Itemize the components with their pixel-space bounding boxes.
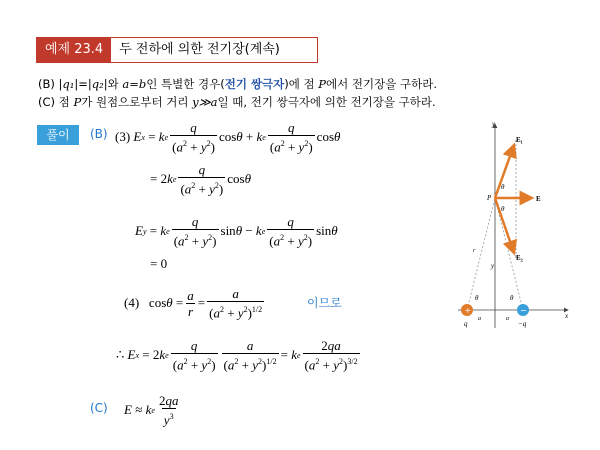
equation-far-field: E ≈ k e $\frac{2qa}{y^3}$ <box>124 393 179 428</box>
imeuro-text: 이므로 <box>307 296 342 310</box>
label-theta-lower: θ <box>501 205 505 213</box>
equation-ey-zero: = 0 <box>150 256 168 271</box>
part-b-label: (B) <box>90 127 108 141</box>
label-a-right: a <box>506 316 509 322</box>
a-equals-b: a=b <box>122 77 147 91</box>
point-p: P <box>73 95 82 109</box>
problem-c-text: 일 때, 전기 쌍극자에 의한 전기장을 구하라. <box>217 95 436 109</box>
label-q: q <box>464 320 468 328</box>
q2-symbol: q₂ <box>91 77 104 91</box>
label-e: E <box>536 195 541 203</box>
problem-b-text: |와 <box>103 77 123 91</box>
problem-b-text: 인 특별한 경우( <box>146 77 225 91</box>
point-p: P <box>318 77 327 91</box>
equation-ex-simplified: = 2 k e $\frac{q}{(a^2 + y^2)}$ cos θ <box>150 162 251 197</box>
step-4-label: (4) <box>124 295 140 311</box>
example-heading: 두 전하에 의한 전기장(계속) <box>111 38 317 62</box>
example-number: 예제 23.4 <box>37 38 111 62</box>
equation-ex: (3) E x = k e $\frac{q}{(a^2 + y^2)}$ cos θ + k e $\frac{q}{(a^2 + y^2)}$ cos θ <box>115 120 341 155</box>
dipole-highlight: 전기 쌍극자 <box>224 77 285 91</box>
dipole-diagram <box>438 118 570 330</box>
q1-symbol: q₁ <box>62 77 75 91</box>
label-theta-right: θ <box>510 294 514 302</box>
label-e1: E₁ <box>516 136 523 144</box>
problem-c-text: (C) 점 <box>38 95 74 109</box>
equation-ey: E y = k e $\frac{q}{(a^2 + y^2)}$ sin θ − k e $\frac{q}{(a^2 + y^2)}$ sin θ <box>135 214 338 249</box>
problem-b-text: 에서 전기장을 구하라. <box>326 77 437 91</box>
step-3-label: (3) <box>115 129 131 145</box>
y-axis-label: y <box>492 120 496 128</box>
label-theta-upper: θ <box>501 183 505 191</box>
part-c-label: (C) <box>90 401 108 415</box>
problem-b-text: )에 점 <box>284 77 319 91</box>
problem-c-text: 가 원점으로부터 거리 <box>81 95 193 109</box>
label-theta-left: θ <box>475 294 479 302</box>
label-r: r <box>473 248 476 254</box>
plus-sign: + <box>464 306 472 315</box>
minus-sign: − <box>520 306 527 315</box>
x-axis-label: x <box>565 312 569 320</box>
problem-b-text: |=| <box>74 77 92 91</box>
example-title <box>36 37 318 63</box>
label-e2: E₂ <box>516 254 523 262</box>
vector-e2 <box>495 198 514 253</box>
label-y: y <box>491 262 495 270</box>
vector-e1 <box>495 145 514 198</box>
equation-cos-theta: (4) cos θ = $\frac{a}{r}$ = $\frac{a}{(a^2 + y^2)^{1/2}}$ <box>124 286 263 321</box>
problem-b-text: (B) | <box>38 77 63 91</box>
equation-ex-final: ∴ E x = 2 k e $\frac{q}{(a^2 + y^2)}$ $\frac{a}{(a^2 + y^2)^{1/2}}$ = k e $\frac{2qa}{(a^2 + y^2)^{3/2}}$ <box>116 338 358 373</box>
problem-c <box>38 94 436 110</box>
label-a-left: a <box>478 316 481 322</box>
label-p: P <box>487 194 492 202</box>
y-much-greater-a: y≫a <box>192 95 218 109</box>
problem-b <box>38 76 437 92</box>
dashed-line-r1 <box>467 198 495 310</box>
solution-badge: 풀이 <box>37 125 79 145</box>
label-minus-q: −q <box>518 320 527 328</box>
